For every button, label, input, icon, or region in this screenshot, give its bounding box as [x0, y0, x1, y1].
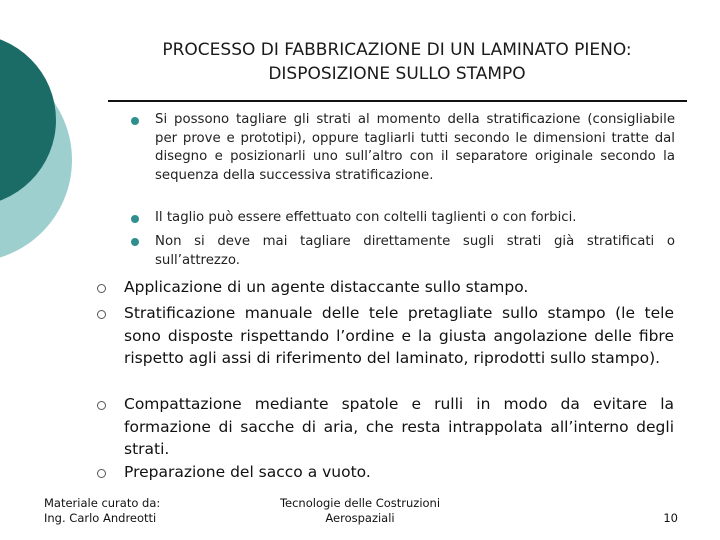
- main-item: Preparazione del sacco a vuoto.: [124, 463, 371, 481]
- footer-author-line2: Ing. Carlo Andreotti: [44, 511, 157, 525]
- main-item: Stratificazione manuale delle tele pretagliate sullo stampo (le tele sono disposte rispettando l’ordine e la giusta angolazione delle fibre rispetto agli assi di riferimento del laminato, riprodotti sullo stampo).: [124, 304, 674, 367]
- sub-item: Il taglio può essere effettuato con coltelli taglienti o con forbici.: [155, 210, 577, 225]
- title-divider: [108, 100, 687, 102]
- footer-course-line1: Tecnologie delle Costruzioni: [279, 496, 441, 510]
- ring-bullet-icon: [97, 401, 106, 410]
- main-item: Compattazione mediante spatole e rulli in modo da evitare la formazione di sacche di aria, che resta intrappolata all’interno degli strati.: [124, 395, 674, 458]
- ring-bullet-icon: [97, 284, 106, 293]
- ring-bullet-icon: [97, 469, 106, 478]
- ring-bullet-icon: [97, 310, 106, 319]
- footer-author: [44, 496, 160, 526]
- decorative-circles: [0, 0, 90, 330]
- footer-course-line2: Aerospaziali: [325, 511, 395, 525]
- sub-item: Non si deve mai tagliare direttamente sugli strati già stratificati o sull’attrezzo.: [155, 234, 675, 268]
- page-title: PROCESSO DI FABBRICAZIONE DI UN LAMINATO PIENO: DISPOSIZIONE SULLO STAMPO: [162, 40, 632, 84]
- sub-bullet-dot: [131, 215, 139, 223]
- sub-bullet-dot: [131, 117, 139, 125]
- main-item: Applicazione di un agente distaccante sullo stampo.: [124, 278, 529, 296]
- footer-course: [260, 496, 460, 526]
- sub-bullet-dot: [131, 238, 139, 246]
- footer-author-line1: Materiale curato da:: [44, 496, 161, 510]
- sub-item: Si possono tagliare gli strati al momento della stratificazione (consigliabile per prove e prototipi), oppure tagliarli tutti secondo le dimensioni tratte dal disegno e posizionarli uno sull’altro con il separatore originale secondo la sequenza della successiva stratificazione.: [155, 112, 675, 183]
- page-number: 10: [663, 511, 678, 525]
